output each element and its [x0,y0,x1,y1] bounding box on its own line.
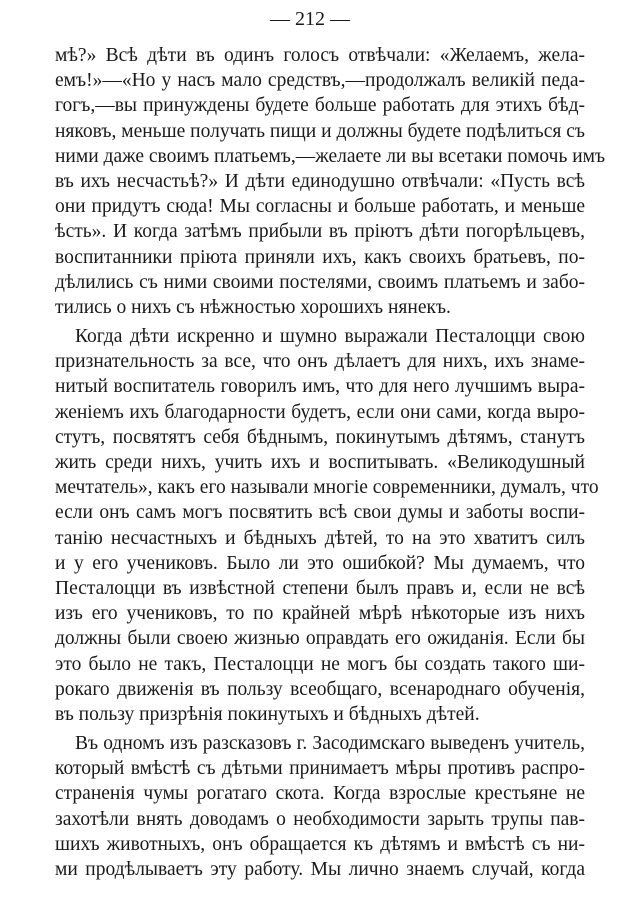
text-line: дѣлились съ ними своими постелями, своимъ платьемъ и забо- [55,271,585,293]
text-line: гогъ,—вы принуждены будете больше работать для этихъ бѣд- [55,95,585,117]
paragraph [55,731,585,882]
text-line: ѣсть». И когда затѣмъ прибыли въ пріютъ дѣти погорѣльцевъ, [55,221,585,243]
paragraph [55,43,606,320]
text-line: шихъ животныхъ, онъ обращается къ дѣтямъ и вмѣстѣ съ ни- [55,833,585,855]
text-line: Въ одномъ изъ разсказовъ г. Засодимскаго выведенъ учитель, [75,733,585,755]
text-line: ними даже своимъ платьемъ,—желаете ли вы всетаки помочь имъ [55,145,606,167]
text-line: женіемъ ихъ благодарности будетъ, если они сами, когда выро- [55,401,585,423]
text-line: стутъ, посвятятъ себя бѣднымъ, покинутымъ дѣтямъ, станутъ [55,426,585,448]
text-line: рокаго движенія въ пользу всеобщаго, всенароднаго обученія, [55,678,585,700]
text-line: жить среди нихъ, учить ихъ и воспитывать. «Великодушный [55,452,585,473]
text-line: танію несчастныхъ и бѣдныхъ дѣтей, то на это хватитъ силъ [55,527,585,549]
text-line: емъ!»—«Но у насъ мало средствъ,—продолжалъ великій педа- [55,70,585,92]
text-line: мечтатель», какъ его называли многіе современники, думалъ, что [55,477,599,499]
body-text [55,43,606,886]
text-line: Песталоцци въ извѣстной степени былъ правъ и, если не всѣ [55,577,585,599]
text-line: въ ихъ несчастьѣ?» И дѣти единодушно отвѣчали: «Пусть всѣ [55,170,585,192]
text-line: нитый воспитатель говорилъ имъ, что для него лучшимъ выра- [55,376,585,398]
text-line: это было не такъ, Песталоцци не могъ бы создать такого ши- [55,653,585,675]
page-number: — 212 — [270,8,350,30]
text-line: ми продѣлываетъ эту работу. Мы лично знаемъ случай, когда [55,859,585,880]
text-line: они придутъ сюда! Мы согласны и больше работать, и меньше [55,196,585,218]
text-line: должны были своею жизнью оправдать его ожиданія. Если бы [55,628,585,650]
text-line: и у его учениковъ. Было ли это ошибкой? Мы думаемъ, что [55,552,585,574]
text-line: страненія чумы рогатаго скота. Когда взрослые крестьяне не [55,783,585,805]
text-line: въ пользу призрѣнія покинутыхъ и бѣдныхъ дѣтей. [55,703,480,725]
text-line: изъ его учениковъ, то по крайней мѣрѣ нѣкоторые изъ нихъ [55,603,585,625]
text-line: который вмѣстѣ съ дѣтьми принимаетъ мѣры противъ распро- [55,758,585,780]
text-line: мѣ?» Всѣ дѣти въ одинъ голосъ отвѣчали: «Желаемъ, жела- [55,45,585,66]
text-line: няковъ, меньше получать пищи и должны будете подѣлиться съ [55,120,585,142]
text-line: тились о нихъ съ нѣжностью хорошихъ нянекъ. [55,296,451,318]
text-line: воспитанники пріюта приняли ихъ, какъ своихъ братьевъ, по- [55,246,585,268]
text-line: Когда дѣти искренно и шумно выражали Песталоцци свою [75,326,585,348]
text-line: захотѣли внять доводамъ о необходимости зарыть трупы пав- [55,808,585,830]
text-line: признательность за все, что онъ дѣлаетъ для нихъ, ихъ знаме- [55,351,585,373]
text-line: если онъ самъ могъ посвятить всѣ свои думы и заботы воспи- [55,502,585,524]
paragraph [55,324,599,727]
